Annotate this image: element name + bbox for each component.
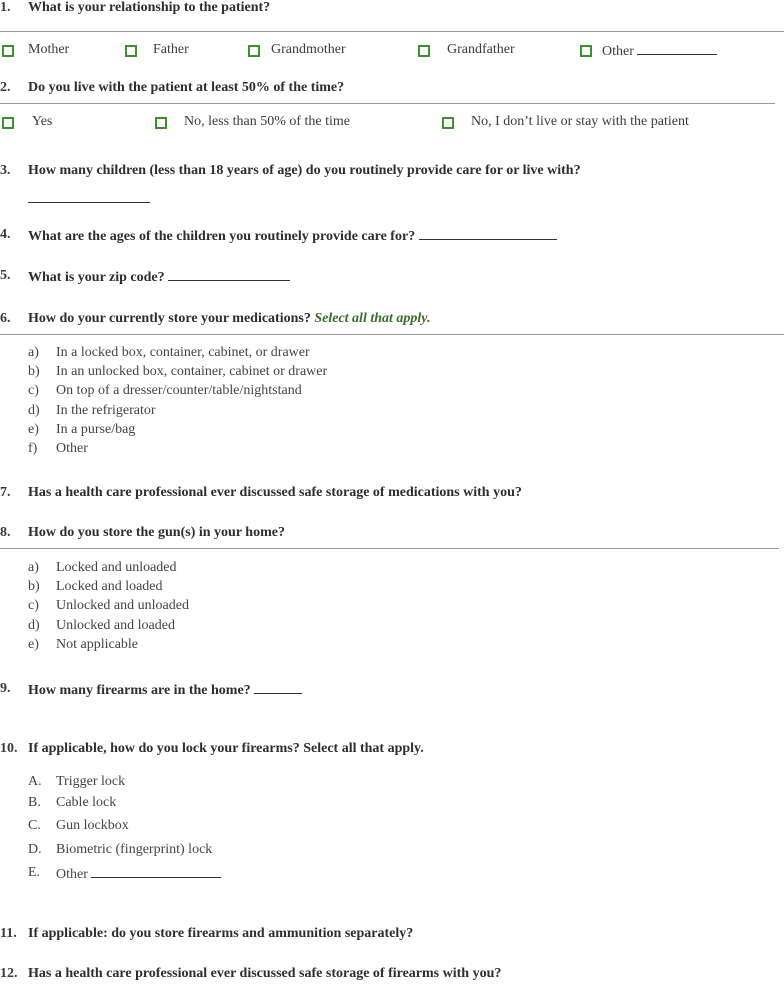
q10-number: 10.	[0, 741, 18, 756]
q6-text: How do your currently store your medications?	[28, 311, 311, 326]
q5-number: 5.	[0, 268, 11, 283]
q1-text: What is your relationship to the patient?	[28, 0, 271, 15]
q1-rule	[0, 31, 784, 32]
q10-option-d-letter: D.	[28, 842, 42, 857]
q10-option-e[interactable]	[56, 865, 221, 883]
q1-grandfather-checkbox[interactable]	[418, 45, 430, 57]
q8-option-e-letter: e)	[28, 637, 39, 652]
q1-option-grandmother: Grandmother	[271, 42, 346, 57]
q8-text: How do you store the gun(s) in your home?	[28, 525, 285, 540]
q2-option-dont-live: No, I don’t live or stay with the patient	[471, 114, 689, 129]
q10-option-e-letter: E.	[28, 865, 41, 880]
q7-number: 7.	[0, 485, 11, 500]
q10-option-b[interactable]: Cable lock	[56, 795, 117, 810]
q2-text: Do you live with the patient at least 50% of the time?	[28, 80, 345, 95]
q8-option-d[interactable]: Unlocked and loaded	[56, 618, 175, 633]
q10-option-d[interactable]: Biometric (fingerprint) lock	[56, 842, 213, 857]
q8-option-d-letter: d)	[28, 618, 40, 633]
q10-option-a[interactable]: Trigger lock	[56, 774, 126, 789]
q12-number: 12.	[0, 966, 18, 981]
q6-option-e[interactable]: In a purse/bag	[56, 422, 136, 437]
q11-number: 11.	[0, 926, 17, 941]
q10-option-c[interactable]: Gun lockbox	[56, 818, 129, 833]
q8-option-a-letter: a)	[28, 560, 39, 575]
q10-option-a-letter: A.	[28, 774, 42, 789]
q6-option-d[interactable]: In the refrigerator	[56, 403, 156, 418]
q6-select-all-hint: Select all that apply.	[314, 311, 431, 326]
q8-option-b[interactable]: Locked and loaded	[56, 579, 163, 594]
q2-rule	[0, 103, 775, 104]
q1-option-other-label: Other	[602, 44, 634, 59]
q6-rule	[0, 334, 784, 335]
q2-yes-checkbox[interactable]	[2, 117, 14, 129]
q1-other-checkbox[interactable]	[580, 45, 592, 57]
q8-rule	[0, 548, 779, 549]
q1-grandmother-checkbox[interactable]	[248, 45, 260, 57]
q6-option-b-letter: b)	[28, 364, 40, 379]
q2-number: 2.	[0, 80, 11, 95]
q6-option-a-letter: a)	[28, 345, 39, 360]
q3-number: 3.	[0, 163, 11, 178]
q5-line	[28, 268, 290, 286]
q6-option-b[interactable]: In an unlocked box, container, cabinet or drawer	[56, 364, 328, 379]
q8-option-a[interactable]: Locked and unloaded	[56, 560, 177, 575]
q9-number: 9.	[0, 681, 11, 696]
q6-line	[28, 311, 430, 327]
q10-option-c-letter: C.	[28, 818, 41, 833]
q6-option-f[interactable]: Other	[56, 441, 88, 456]
q6-number: 6.	[0, 311, 11, 326]
q1-option-father: Father	[153, 42, 189, 57]
q6-option-a[interactable]: In a locked box, container, cabinet, or drawer	[56, 345, 310, 360]
q6-option-e-letter: e)	[28, 422, 39, 437]
q8-option-c-letter: c)	[28, 598, 39, 613]
q3-text: How many children (less than 18 years of age) do you routinely provide care for or live with?	[28, 163, 581, 178]
q8-option-e[interactable]: Not applicable	[56, 637, 139, 652]
q11-text: If applicable: do you store firearms and ammunition separately?	[28, 926, 414, 941]
q1-option-grandfather: Grandfather	[447, 42, 515, 57]
q2-option-yes: Yes	[32, 114, 53, 129]
q4-line	[28, 227, 557, 245]
q8-number: 8.	[0, 525, 11, 540]
q4-number: 4.	[0, 227, 11, 242]
q1-mother-checkbox[interactable]	[2, 45, 14, 57]
q10-option-b-letter: B.	[28, 795, 41, 810]
q1-other-blank[interactable]	[637, 42, 717, 55]
q9-line	[28, 681, 302, 699]
q2-option-less-than-50: No, less than 50% of the time	[184, 114, 351, 129]
q6-option-d-letter: d)	[28, 403, 40, 418]
q4-text: What are the ages of the children you routinely provide care for?	[28, 229, 416, 244]
q9-answer-blank[interactable]	[254, 681, 302, 694]
q12-text: Has a health care professional ever discussed safe storage of firearms with you?	[28, 966, 502, 981]
q9-text: How many firearms are in the home?	[28, 683, 251, 698]
q5-text: What is your zip code?	[28, 270, 165, 285]
q2-dont-live-checkbox[interactable]	[442, 117, 454, 129]
q1-option-mother: Mother	[28, 42, 70, 57]
q8-option-c[interactable]: Unlocked and unloaded	[56, 598, 189, 613]
q6-option-f-letter: f)	[28, 441, 38, 456]
q8-option-b-letter: b)	[28, 579, 40, 594]
q10-other-blank[interactable]	[91, 865, 221, 878]
q1-option-other	[602, 42, 717, 60]
q7-text: Has a health care professional ever discussed safe storage of medications with you?	[28, 485, 522, 500]
q2-less-than-50-checkbox[interactable]	[155, 117, 167, 129]
q4-answer-blank[interactable]	[419, 227, 557, 240]
q10-text: If applicable, how do you lock your firearms? Select all that apply.	[28, 741, 424, 756]
q6-option-c-letter: c)	[28, 383, 39, 398]
q6-option-c[interactable]: On top of a dresser/counter/table/nightstand	[56, 383, 302, 398]
q1-number: 1.	[0, 0, 11, 15]
q10-option-e-label: Other	[56, 867, 88, 882]
q1-father-checkbox[interactable]	[125, 45, 137, 57]
q5-answer-blank[interactable]	[168, 268, 290, 281]
q3-answer-blank[interactable]	[28, 190, 150, 203]
